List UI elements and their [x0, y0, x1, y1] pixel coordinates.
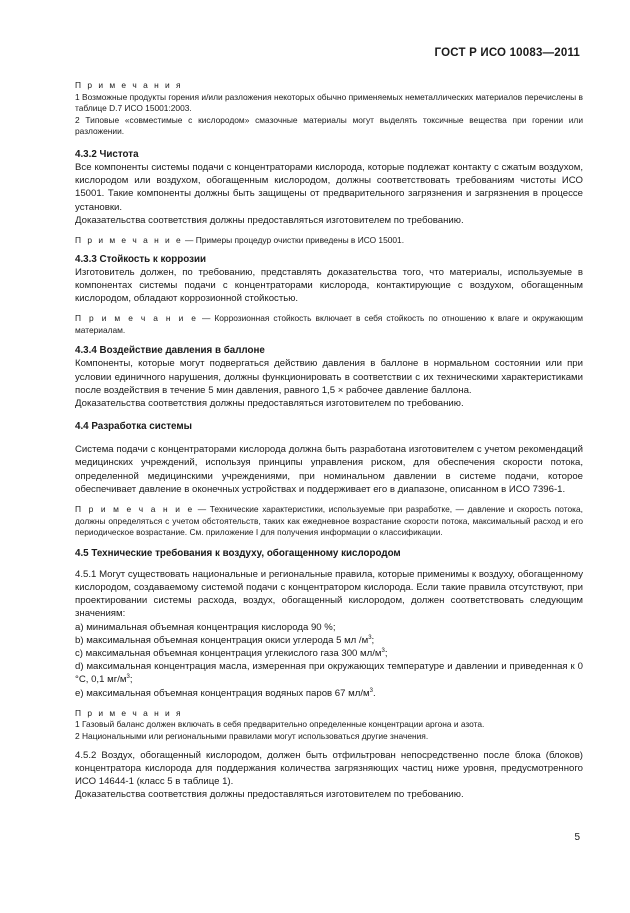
note-label: П р и м е ч а н и е — [75, 504, 195, 514]
note — [75, 504, 583, 539]
paragraph: Изготовитель должен, по требованию, представлять доказательства того, что материалы, используемые в компонентах системы подачи с концентраторами кислорода, контактирующие с воздухом, обогащенным кислородом, обладают коррозионной стойкостью. — [75, 266, 583, 304]
list-item: b) максимальная объемная концентрация окиси углерода 5 мл $/м^3$; — [75, 634, 375, 646]
note-label: П р и м е ч а н и я — [75, 80, 183, 90]
note-text: — Примеры процедур очистки приведены в ИСО 15001. — [182, 234, 405, 245]
note — [75, 313, 583, 336]
section-heading: 4.3.2 Чистота — [75, 148, 139, 160]
section-heading: 4.3.3 Стойкость к коррозии — [75, 253, 207, 265]
list-item: с) максимальная объемная концентрация углекислого газа 300 $мл/м^3$; — [75, 647, 388, 659]
note-label: П р и м е ч а н и е — [75, 234, 183, 245]
paragraph: Компоненты, которые могут подвергаться действию давления в баллоне в нормальном состоянии или при условии единичного нарушения, должны функционировать в соответствии с их техническими характеристиками после воздействия в течение 5 мин давления, равного 1,5 × рабочее давление баллона. — [75, 358, 583, 396]
note-text: — Коррозионная стойкость включает в себя стойкость по отношению к влаге и окружающим материалам. — [75, 313, 583, 335]
document-header: ГОСТ Р ИСО 10083—2011 — [434, 47, 580, 59]
note-item: 2 Национальными или региональными правилами могут использоваться другие значения. — [75, 731, 429, 741]
list-item: а) минимальная объемная концентрация кислорода 90 %; — [75, 621, 336, 633]
paragraph: Система подачи с концентраторами кислорода должна быть разработана изготовителем с учетом рекомендаций медицинских учреждений, используя принципы управления риском, для обеспечения скорости потока, определенной медицинскими учреждениями, при номинальном давлении в системе подачи, которое обеспечивает давление в оконечных устройствах и поддерживает его в диапазоне, описанном в ИСО 7396-1. — [75, 444, 583, 495]
note-text: — Технические характеристики, используемые при разработке, — давление и скорость потока, должны определяться с учетом обстоятельств, таких как ежедневное возрастание скорости потока, максимальный расход и его периодическое возрастание. См. приложение I для получения информации о классификации. — [75, 504, 583, 538]
paragraph: Доказательства соответствия должны предоставляться изготовителем по требованию. — [75, 397, 464, 409]
paragraph: 4.5.1 Могут существовать национальные и региональные правила, которые применимы к воздуху, обогащенному кислородом, создаваемому системой подачи с концентратором кислорода. Если такие правила отсутствуют, при проектировании системы расхода, воздух, обогащенный кислородом, должен соответствовать следующим значениям: — [75, 568, 583, 620]
page-number: 5 — [574, 832, 580, 843]
page-body — [75, 80, 583, 801]
section-heading: 4.3.4 Воздействие давления в баллоне — [75, 345, 265, 357]
list-item: d) максимальная концентрация масла, измеренная при окружающих температуре и давлении и приведенная к 0 °С, 0,1 $мг/м^3$; — [75, 661, 583, 686]
note-label: П р и м е ч а н и я — [75, 707, 183, 718]
paragraph: Все компоненты системы подачи с концентраторами кислорода, которые подлежат контакту с сжатым воздухом, кислородом или воздухом, обогащенным кислородом, должны соответствовать требованиям чистоты ИСО 15001. Такие компоненты должны быть защищены от предварительного загрязнения и загрязнения в процессе установки. — [75, 161, 583, 213]
paragraph: Доказательства соответствия должны предоставляться изготовителем по требованию. — [75, 789, 464, 801]
note-item: 1 Газовый баланс должен включать в себя предварительно определенные концентрации аргона и азота. — [75, 719, 485, 730]
note-item: 1 Возможные продукты горения и/или разложения некоторых обычно применяемых неметаллических материалов перечислены в таблице D.7 ИСО 15001:2003. — [75, 91, 583, 114]
paragraph: Доказательства соответствия должны предоставляться изготовителем по требованию. — [75, 214, 464, 226]
section-heading: 4.4 Разработка системы — [75, 421, 192, 433]
note-item: 2 Типовые «совместимые с кислородом» смазочные материалы могут выделять токсичные вещества при горении или разложении. — [75, 114, 583, 137]
list-item: е) максимальная объемная концентрация водяных паров 67 $мл/м^3$. — [75, 687, 376, 699]
paragraph: 4.5.2 Воздух, обогащенный кислородом, должен быть отфильтрован непосредственно после блока (блоков) концентратора кислорода для поддержания количества загрязняющих частиц ниже уровня, предусмотренного ИСО 14644-1 (класс 5 в таблице 1). — [75, 749, 583, 787]
note — [75, 235, 583, 247]
note-label: П р и м е ч а н и е — [75, 313, 198, 324]
section-heading: 4.5 Технические требования к воздуху, обогащенному кислородом — [75, 547, 401, 559]
